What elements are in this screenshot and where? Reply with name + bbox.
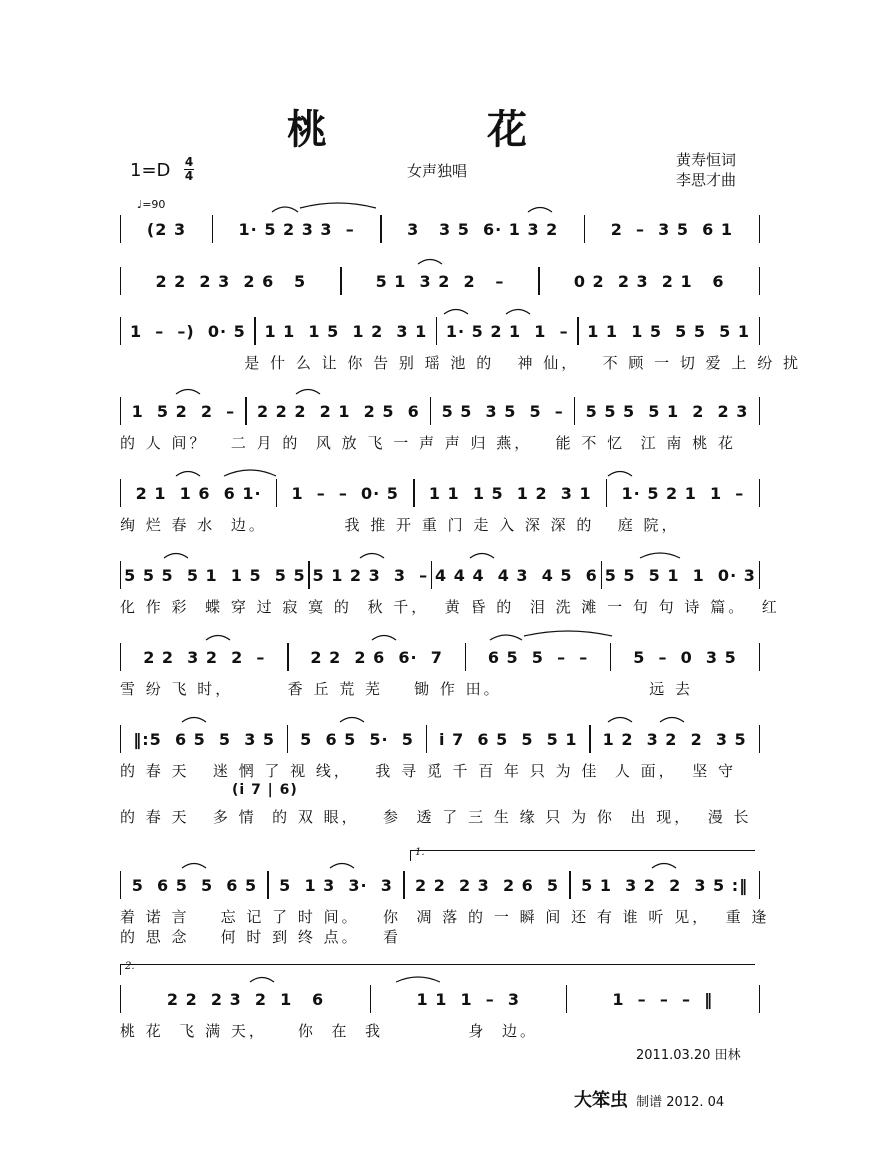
- measure: ‖:5 6 5 5 3 5: [133, 729, 276, 749]
- measure: 2 2 3 2 2 –: [143, 647, 266, 667]
- measure: (2 3: [146, 219, 187, 239]
- measure: 0 2 2 3 2 1 6: [573, 271, 725, 291]
- slur: [296, 390, 320, 395]
- alternate-notes: (i 7 | 6): [232, 782, 298, 798]
- slur: [660, 718, 684, 723]
- slur: [340, 718, 364, 723]
- transcriber-logo: 大笨虫: [574, 1090, 628, 1111]
- lyric-line: 桃 花 飞 满 天， 你 在 我 身 边。: [120, 1022, 538, 1040]
- measure: 5 1 3 2 2 3 5 :‖: [581, 875, 749, 895]
- song-title: 桃 花: [287, 107, 587, 153]
- lyric-line: 的 人 间？ 二 月 的 风 放 飞 一 声 声 归 燕， 能 不 忆 江 南 桃 花: [120, 434, 736, 452]
- measure: 1 1 1 5 1 2 3 1: [428, 483, 592, 503]
- second-ending-label: 2.: [125, 961, 135, 972]
- transcriber-text: 制谱 2012. 04: [636, 1095, 725, 1110]
- measure: 1 – – 0· 5: [291, 483, 399, 503]
- measure: 1· 5 2 1 1 –: [621, 483, 745, 503]
- composer: 李思才曲: [676, 171, 737, 189]
- slur: [640, 553, 680, 558]
- measure: 1 1 1 5 1 2 3 1: [264, 321, 428, 341]
- measure: 5 1 2 3 3 –: [312, 565, 429, 585]
- slur: [330, 864, 354, 869]
- measure: 1 2 3 2 2 3 5: [602, 729, 747, 749]
- time-bottom: 4: [184, 169, 194, 183]
- measure: i 7 6 5 5 5 1: [439, 729, 578, 749]
- slur: [608, 718, 632, 723]
- slur: [176, 390, 200, 395]
- performance-type: 女声独唱: [406, 162, 467, 180]
- key-signature: 1=D: [130, 160, 171, 181]
- measure: 1· 5 2 1 1 –: [445, 321, 569, 341]
- date-credit: 2011.03.20 田林: [636, 1048, 741, 1063]
- tie: [524, 631, 612, 636]
- lyric-line: 的 春 天 多 情 的 双 眼， 参 透 了 三 生 缘 只 为 你 出 现， 漫 长: [120, 808, 752, 826]
- lyric-line: 绚 烂 春 水 边。 我 推 开 重 门 走 入 深 深 的 庭 院，: [120, 516, 680, 534]
- slur: [250, 978, 274, 983]
- measure: 5 5 5 1 1 0· 3: [604, 565, 756, 585]
- slur: [164, 554, 188, 559]
- slur: [528, 208, 552, 213]
- measure: 5 5 5 5 1 1 5 5 5: [124, 565, 306, 585]
- slur: [418, 260, 442, 265]
- lyric-line: 化 作 彩 蝶 穿 过 寂 寞 的 秋 千， 黄 昏 的 泪 洗 滩 一 句 句 诗 篇。 红: [120, 598, 780, 616]
- lyric-line: 是 什 么 让 你 告 别 瑶 池 的 神 仙， 不 顾 一 切 爱 上 纷 扰: [120, 354, 801, 372]
- slur: [396, 977, 440, 982]
- slur: [470, 554, 494, 559]
- measure: 5 1 3 3· 3: [279, 875, 393, 895]
- measure: 2 2 2 3 2 6 5: [414, 875, 560, 895]
- slur: [272, 207, 298, 212]
- measure: 2 2 2 3 2 1 6: [166, 989, 325, 1009]
- measure: 1 1 1 – 3: [416, 989, 521, 1009]
- tempo-marking: ♩=90: [137, 198, 166, 211]
- measure: 5 1 3 2 2 –: [375, 271, 505, 291]
- measure: 4 4 4 4 3 4 5 6: [435, 565, 598, 585]
- lyric-line: 的 春 天 迷 惘 了 视 线， 我 寻 觅 千 百 年 只 为 佳 人 面， 坚 守: [120, 762, 736, 780]
- measure: 5 5 3 5 5 –: [441, 401, 564, 421]
- lyricist: 黄寿恒词: [676, 151, 737, 169]
- measure: 5 6 5 5· 5: [300, 729, 414, 749]
- measure: 5 – 0 3 5: [633, 647, 737, 667]
- tie: [300, 203, 376, 208]
- lyric-line: 着 诺 言 忘 记 了 时 间。 你 凋 落 的 一 瞬 间 还 有 谁 听 见， 重 逢: [120, 908, 770, 926]
- measure: 1 5 2 2 –: [131, 401, 236, 421]
- measure: 1· 5 2 3 3 –: [238, 219, 355, 239]
- measure: 1 – – – ‖: [612, 989, 714, 1009]
- measure: 2 2 2 2 1 2 5 6: [256, 401, 420, 421]
- lyric-line: 雪 纷 飞 时， 香 丘 荒 芜 锄 作 田。 远 去: [120, 680, 693, 698]
- first-ending-label: 1.: [415, 847, 425, 858]
- slur: [176, 472, 200, 477]
- measure: 2 2 2 3 2 6 5: [155, 271, 307, 291]
- slur: [182, 864, 206, 869]
- slur: [444, 310, 468, 315]
- measure: 1 1 1 5 5 5 5 1: [587, 321, 750, 341]
- slur: [182, 718, 206, 723]
- lyric-line: 的 思 念 何 时 到 终 点。 看: [120, 928, 401, 946]
- measure: 5 6 5 5 6 5: [131, 875, 258, 895]
- slur: [652, 864, 676, 869]
- measure: 2 – 3 5 6 1: [610, 219, 733, 239]
- measure: 2 1 1 6 6 1·: [135, 483, 262, 503]
- slur: [224, 470, 276, 476]
- slur: [206, 636, 230, 641]
- measure: 5 5 5 5 1 2 2 3: [585, 401, 749, 421]
- slur: [608, 472, 632, 477]
- slur: [506, 310, 530, 315]
- measure: 6 5 5 – –: [487, 647, 589, 667]
- slur: [372, 636, 396, 641]
- slur: [360, 554, 384, 559]
- time-top: 4: [184, 155, 194, 169]
- slur: [490, 635, 522, 640]
- measure: 2 2 2 6 6· 7: [310, 647, 443, 667]
- measure: 1 – –) 0· 5: [130, 321, 246, 341]
- measure: 3 3 5 6· 1 3 2: [407, 219, 559, 239]
